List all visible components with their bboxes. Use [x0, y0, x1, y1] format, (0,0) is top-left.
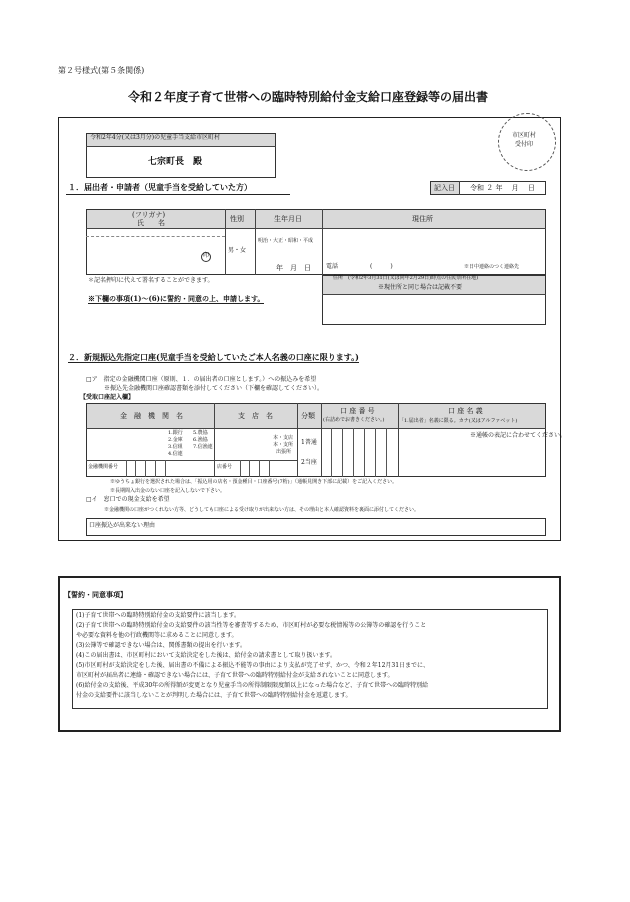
- branch-type-2: 本・支所: [273, 442, 294, 448]
- bank-type-6: 6.漁協: [193, 437, 208, 443]
- bank-code-label: 金融機関番号: [88, 464, 119, 470]
- consent-note: ※下欄の事項(1)～(6)に誓約・同意の上、申請します。: [88, 294, 265, 303]
- phone-note: ※日中連絡のつく連絡先: [464, 264, 520, 270]
- stamp-label-2: 受付印: [515, 141, 534, 148]
- bank-type-5: 5.農協: [193, 430, 208, 436]
- branch-type-3: 出張所: [276, 449, 292, 455]
- form-number: 第２号様式(第５条関係): [58, 66, 145, 75]
- pledge-item: 市区町村が届出者に連絡・確認できない場合には、子育て世帯への臨時特別給付金が支給されないことに同意します。: [76, 672, 394, 679]
- yucho-note: ※ゆうちょ銀行を選択された場合は、「振込用の店名・預金種目・口座番号(7桁)」（通帳見開き下部に記載）をご記入ください。: [110, 479, 398, 485]
- prev-address-label: 住所 (令和2年3月31日(又は同年2月29日)時点の住民票所在地): [333, 275, 479, 281]
- category-header: 分類: [301, 412, 315, 420]
- gender-header: 性別: [230, 215, 244, 223]
- bank-type-4: 4.信連: [168, 451, 183, 457]
- pledge-item: (3)公簿等で確認できない場合は、関係書類の提出を行います。: [76, 642, 247, 649]
- pledge-title: 【誓約・同意事項】: [64, 590, 127, 599]
- date-value[interactable]: 令和 ２ 年 月 日: [470, 184, 535, 192]
- branch-code-label: 店番号: [217, 464, 233, 470]
- page-title: 令和２年度子育て世帯への臨時特別給付金支給口座登録等の届出書: [128, 90, 489, 104]
- municipality-value: 七宗町長 殿: [148, 157, 203, 167]
- bank-type-2: 2.金庫: [168, 437, 183, 443]
- pledge-item: (5)市区町村が支給決定をした後、届出書の不備による振込不能等の事由により支払が完了せず、かつ、令和２年12月31日までに、: [76, 662, 430, 669]
- pledge-item: や必要な資料を他の行政機関等に求めることに同意します。: [76, 632, 238, 639]
- option-a-note: ※振込先金融機関口座確認書類を添付してください（下欄を確認してください）。: [104, 385, 324, 392]
- option-a-checkbox[interactable]: □ア 指定の金融機関口座（原則、１．の届出者の口座とします。）への振込みを希望: [86, 376, 317, 383]
- name-header: 氏 名: [137, 219, 165, 227]
- municipality-label: 令和2年4分(又は3月分)の児童手当支給市区町村: [90, 134, 221, 141]
- category-option-2[interactable]: 2当座: [301, 459, 317, 466]
- bank-name-field[interactable]: [87, 429, 165, 459]
- option-b-note: ※金融機関の口座がつくれない方等、どうしても口座による受け取りが出来ない方は、その理由と本人確認資料を裏面に添付してください。: [104, 507, 420, 513]
- account-no-header: 口 座 番 号: [340, 407, 375, 415]
- prev-address-note: ※現住所と同じ場合は記載不要: [378, 284, 463, 291]
- branch-header: 支 店 名: [238, 412, 273, 420]
- gender-options[interactable]: 男・女: [228, 247, 247, 254]
- entry-label: 【受取口座記入欄】: [80, 394, 135, 401]
- holder-note-2: ※通帳の表記に合わせてください。: [470, 432, 567, 439]
- pledge-item: (4)この届出書は、市区町村において支給決定をした後は、給付金の請求書として取り扱います。: [76, 652, 337, 659]
- reason-label: 口座振込が出来ない理由: [89, 522, 156, 529]
- holder-header: 口 座 名 義: [448, 407, 483, 415]
- bank-type-3: 3.信組: [168, 444, 183, 450]
- bank-code-cells[interactable]: [126, 460, 166, 477]
- account-no-note: (右詰めでお書きください。): [323, 417, 385, 423]
- signature-note: ＊記名押印に代えて署名することができます。: [88, 277, 214, 284]
- phone-field[interactable]: ( ): [370, 263, 393, 270]
- holder-note-1: 「1.届出者」名義に限る。カナ(又はアルファベット): [399, 418, 518, 424]
- birthdate-header: 生年月日: [274, 215, 302, 223]
- account-number-cells[interactable]: [321, 428, 398, 477]
- bank-type-7: 7.信漁連: [193, 444, 213, 450]
- seal-mark: 印: [203, 252, 210, 259]
- era-options[interactable]: 明治・大正・昭和・平成: [258, 238, 314, 244]
- branch-code-cells[interactable]: [240, 460, 270, 477]
- prev-address-field[interactable]: [322, 295, 546, 325]
- address-field[interactable]: [322, 228, 546, 264]
- category-option-1[interactable]: 1普通: [301, 439, 317, 446]
- pledge-item: (2)子育て世帯への臨時特別給付金の支給要件の該当性等を審査等するため、市区町村が必要な税情報等の公簿等の確認を行うこと: [76, 622, 427, 629]
- furigana-header: (フリガナ): [132, 211, 166, 219]
- address-header: 現住所: [412, 215, 433, 223]
- pledge-item: (1)子育て世帯への臨時特別給付金の支給要件に該当します。: [76, 612, 241, 619]
- option-b-checkbox[interactable]: □イ 窓口での現金支給を希望: [86, 496, 170, 503]
- phone-label: 電話: [326, 263, 339, 270]
- section1-heading: １．届出者・申請者（児童手当を受給していた方）: [68, 182, 252, 192]
- birthdate-ymd[interactable]: 年 月 日: [276, 264, 311, 272]
- stamp-label-1: 市区町村: [512, 132, 537, 139]
- branch-name-field[interactable]: [215, 429, 270, 459]
- bank-header: 金 融 機 関 名: [120, 412, 183, 420]
- no-account-note: ※長期間入出金のない口座を記入しないで下さい。: [110, 488, 226, 494]
- date-label: 記入日: [434, 184, 455, 192]
- bank-type-1: 1.銀行: [168, 430, 183, 436]
- branch-type-1: 本・支店: [273, 435, 294, 441]
- pledge-item: 付金の支給要件に該当しないことが判明した場合には、子育て世帯への臨時特別給付金を返還します。: [76, 692, 352, 699]
- section2-heading: ２．新規振込先指定口座(児童手当を受給していたご本人名義の口座に限ります。): [68, 352, 359, 362]
- pledge-item: (6)給付金の支給後、平成30年の所得額が変更となり児童手当の所得制限限度額以上になった場合など、子育て世帯への臨時特別給: [76, 682, 429, 689]
